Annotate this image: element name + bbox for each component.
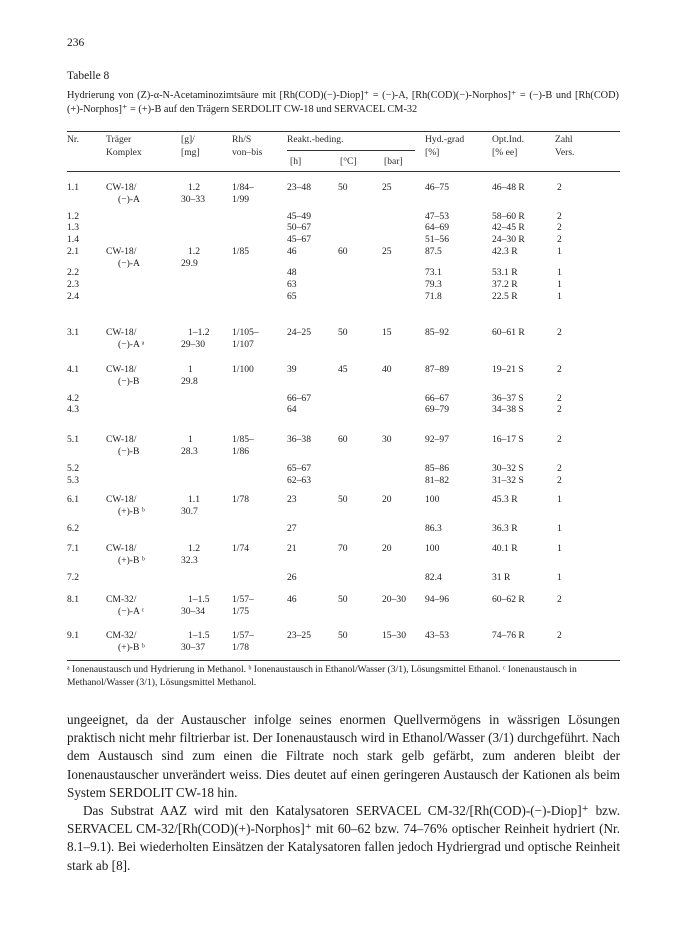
cell-nr: 1.3	[67, 222, 79, 233]
cell-h: 45–49	[287, 211, 311, 222]
cell-h: 48	[287, 267, 297, 278]
header-opt: Opt.Ind.	[492, 134, 524, 145]
cell-tr2: (−)-B	[118, 376, 140, 387]
cell-rh1: 1/85–	[232, 434, 254, 445]
header-komplex: Komplex	[106, 147, 142, 158]
cell-tr2: (−)-A ᵃ	[118, 339, 145, 350]
cell-g1: 1.2	[188, 246, 200, 257]
cell-g2: 29.8	[181, 376, 198, 387]
header-von-bis: von–bis	[232, 147, 263, 158]
cell-hyd: 86.3	[425, 523, 442, 534]
cell-g1: 1.1	[188, 494, 200, 505]
cell-h: 65–67	[287, 463, 311, 474]
cell-h: 21	[287, 543, 297, 554]
cell-opt: 34–38 S	[492, 404, 524, 415]
table-caption: Hydrierung von (Z)-α-N-Acetaminozimtsäure mit [Rh(COD)(−)-Diop]⁺ = (−)-A, [Rh(COD)(−)-Norphos]⁺ = (−)-B und [Rh(COD)(+)-Norphos]⁺ = (+)-B auf den Trägern SERDOLIT CW-18 und SERVACEL CM-32	[67, 90, 619, 115]
cell-c: 60	[338, 434, 348, 445]
header-h: [h]	[290, 156, 302, 167]
cell-hyd: 79.3	[425, 279, 442, 290]
cell-rh1: 1/57–	[232, 630, 254, 641]
cell-h: 64	[287, 404, 297, 415]
cell-nr: 1.4	[67, 234, 79, 245]
cell-tr1: CW-18/	[106, 364, 137, 375]
cell-tr2: (+)-B ᵇ	[118, 555, 145, 566]
cell-hyd: 64–69	[425, 222, 449, 233]
cell-opt: 36–37 S	[492, 393, 524, 404]
cell-g2: 30–33	[181, 194, 205, 205]
cell-tr1: CW-18/	[106, 182, 137, 193]
cell-bar: 15–30	[382, 630, 406, 641]
cell-zahl: 2	[557, 182, 562, 193]
header-g: [g]/	[181, 134, 195, 145]
cell-hyd: 82.4	[425, 572, 442, 583]
cell-rh1: 1/85	[232, 246, 250, 257]
cell-nr: 7.2	[67, 572, 79, 583]
cell-hyd: 46–75	[425, 182, 449, 193]
cell-tr1: CW-18/	[106, 327, 137, 338]
header-mg: [mg]	[181, 147, 200, 158]
cell-h: 24–25	[287, 327, 311, 338]
cell-nr: 5.2	[67, 463, 79, 474]
cell-g2: 30–37	[181, 642, 205, 653]
cell-tr2: (+)-B ᵇ	[118, 642, 145, 653]
cell-hyd: 43–53	[425, 630, 449, 641]
body-paragraph: Das Substrat AAZ wird mit den Katalysatoren SERVACEL CM-32/[Rh(COD)-(−)-Diop]⁺ bzw. SERVACEL CM-32/[Rh(COD)(+)-Norphos]⁺ mit 60–62 bzw. 74–76% optischer Reinheit hydriert (Nr. 8.1–9.1). Bei wiederholten Einsätzen der Katalysatoren fallen jedoch Hydriergrad und optische Reinheit stark ab [8].	[67, 803, 620, 873]
cell-opt: 74–76 R	[492, 630, 525, 641]
header-bottom-rule	[67, 171, 620, 172]
cell-bar: 20	[382, 543, 392, 554]
cell-h: 39	[287, 364, 297, 375]
cell-bar: 20	[382, 494, 392, 505]
cell-zahl: 1	[557, 246, 562, 257]
cell-opt: 60–61 R	[492, 327, 525, 338]
cell-rh2: 1/99	[232, 194, 250, 205]
cell-hyd: 85–92	[425, 327, 449, 338]
header-hyd-unit: [%]	[425, 147, 440, 158]
cell-rh2: 1/86	[232, 446, 250, 457]
cell-rh2: 1/75	[232, 606, 250, 617]
cell-tr2: (−)-A ᶜ	[118, 606, 145, 617]
cell-opt: 31 R	[492, 572, 511, 583]
cell-zahl: 2	[557, 393, 562, 404]
cell-opt: 24–30 R	[492, 234, 525, 245]
cell-zahl: 1	[557, 279, 562, 290]
cell-c: 45	[338, 364, 348, 375]
cell-zahl: 1	[557, 494, 562, 505]
cell-hyd: 66–67	[425, 393, 449, 404]
header-bar: [bar]	[384, 156, 403, 167]
cell-rh1: 1/105–	[232, 327, 259, 338]
cell-zahl: 2	[557, 594, 562, 605]
cell-zahl: 1	[557, 291, 562, 302]
cell-h: 46	[287, 594, 297, 605]
cell-c: 70	[338, 543, 348, 554]
cell-zahl: 2	[557, 211, 562, 222]
cell-zahl: 2	[557, 222, 562, 233]
cell-h: 36–38	[287, 434, 311, 445]
page-number: 236	[67, 37, 85, 49]
cell-opt: 16–17 S	[492, 434, 524, 445]
cell-g1: 1	[188, 364, 193, 375]
cell-opt: 60–62 R	[492, 594, 525, 605]
cell-opt: 42–45 R	[492, 222, 525, 233]
header-c: [°C]	[340, 156, 357, 167]
cell-hyd: 71.8	[425, 291, 442, 302]
cell-rh1: 1/100	[232, 364, 254, 375]
cell-bar: 15	[382, 327, 392, 338]
header-rhs: Rh/S	[232, 134, 252, 145]
cell-nr: 4.3	[67, 404, 79, 415]
cell-g2: 28.3	[181, 446, 198, 457]
header-reakt: Reakt.-beding.	[287, 134, 344, 145]
cell-hyd: 94–96	[425, 594, 449, 605]
cell-nr: 6.2	[67, 523, 79, 534]
cell-opt: 19–21 S	[492, 364, 524, 375]
cell-g1: 1.2	[188, 182, 200, 193]
cell-g2: 30.7	[181, 506, 198, 517]
cell-nr: 1.1	[67, 182, 79, 193]
cell-tr1: CM-32/	[106, 630, 137, 641]
cell-zahl: 2	[557, 404, 562, 415]
cell-nr: 3.1	[67, 327, 79, 338]
cell-hyd: 73.1	[425, 267, 442, 278]
cell-g2: 29.9	[181, 258, 198, 269]
cell-c: 50	[338, 630, 348, 641]
cell-g2: 30–34	[181, 606, 205, 617]
cell-g1: 1–1.5	[188, 594, 210, 605]
cell-nr: 2.1	[67, 246, 79, 257]
cell-h: 26	[287, 572, 297, 583]
table-title: Tabelle 8	[67, 70, 110, 82]
cell-tr1: CW-18/	[106, 246, 137, 257]
cell-zahl: 2	[557, 364, 562, 375]
cell-g1: 1.2	[188, 543, 200, 554]
cell-nr: 6.1	[67, 494, 79, 505]
cell-hyd: 51–56	[425, 234, 449, 245]
cell-tr1: CM-32/	[106, 594, 137, 605]
cell-nr: 7.1	[67, 543, 79, 554]
cell-zahl: 1	[557, 543, 562, 554]
header-sub-rule	[287, 150, 415, 151]
cell-h: 66–67	[287, 393, 311, 404]
cell-h: 50–67	[287, 222, 311, 233]
cell-h: 65	[287, 291, 297, 302]
cell-opt: 36.3 R	[492, 523, 518, 534]
cell-h: 27	[287, 523, 297, 534]
cell-hyd: 87–89	[425, 364, 449, 375]
cell-c: 60	[338, 246, 348, 257]
header-opt-unit: [% ee]	[492, 147, 518, 158]
header-hyd: Hyd.-grad	[425, 134, 465, 145]
cell-h: 46	[287, 246, 297, 257]
cell-h: 62–63	[287, 475, 311, 486]
table-footnotes: ᵃ Ionenaustausch und Hydrierung in Methanol. ᵇ Ionenaustausch in Ethanol/Wasser (3/1), Lösungsmittel Ethanol. ᶜ Ionenaustausch in Methanol/Wasser (3/1), Lösungsmittel Methanol.	[67, 664, 577, 688]
cell-c: 50	[338, 182, 348, 193]
cell-nr: 2.2	[67, 267, 79, 278]
cell-opt: 30–32 S	[492, 463, 524, 474]
cell-nr: 5.3	[67, 475, 79, 486]
cell-g1: 1	[188, 434, 193, 445]
cell-opt: 40.1 R	[492, 543, 518, 554]
cell-h: 23–48	[287, 182, 311, 193]
cell-g2: 29–30	[181, 339, 205, 350]
cell-nr: 8.1	[67, 594, 79, 605]
table-bottom-rule	[67, 660, 620, 661]
body-paragraph: ungeeignet, da der Austauscher infolge seines enormen Quellvermögens in wässrigen Lösungen praktisch nicht mehr filtrierbar ist. Der Ionenaustausch wird in Ethanol/Wasser (3/1) durchgeführt. Nach dem Austausch sind zum einen die Filtrate noch stark gelb gefärbt, zum anderen bleibt der Ionenaustauscher unverändert weiss. Dies deutet auf einen geringeren Austausch der Kationen als beim System SERDOLIT CW-18 hin.	[67, 712, 620, 800]
cell-bar: 40	[382, 364, 392, 375]
cell-rh1: 1/57–	[232, 594, 254, 605]
cell-bar: 25	[382, 182, 392, 193]
cell-nr: 5.1	[67, 434, 79, 445]
header-vers: Vers.	[555, 147, 575, 158]
cell-bar: 30	[382, 434, 392, 445]
header-zahl: Zahl	[555, 134, 573, 145]
cell-nr: 2.3	[67, 279, 79, 290]
cell-opt: 45.3 R	[492, 494, 518, 505]
cell-c: 50	[338, 494, 348, 505]
cell-zahl: 1	[557, 523, 562, 534]
cell-opt: 37.2 R	[492, 279, 518, 290]
cell-hyd: 92–97	[425, 434, 449, 445]
cell-zahl: 2	[557, 327, 562, 338]
cell-opt: 22.5 R	[492, 291, 518, 302]
cell-hyd: 47–53	[425, 211, 449, 222]
cell-hyd: 85–86	[425, 463, 449, 474]
cell-tr2: (−)-A	[118, 194, 140, 205]
cell-nr: 9.1	[67, 630, 79, 641]
body-text	[67, 711, 620, 875]
cell-opt: 58–60 R	[492, 211, 525, 222]
cell-hyd: 100	[425, 543, 440, 554]
cell-rh1: 1/74	[232, 543, 250, 554]
cell-h: 63	[287, 279, 297, 290]
cell-tr1: CW-18/	[106, 434, 137, 445]
cell-tr2: (−)-B	[118, 446, 140, 457]
cell-hyd: 100	[425, 494, 440, 505]
cell-tr2: (−)-A	[118, 258, 140, 269]
cell-zahl: 2	[557, 475, 562, 486]
cell-zahl: 2	[557, 234, 562, 245]
cell-zahl: 1	[557, 572, 562, 583]
cell-opt: 31–32 S	[492, 475, 524, 486]
cell-hyd: 81–82	[425, 475, 449, 486]
cell-zahl: 1	[557, 267, 562, 278]
cell-rh2: 1/107	[232, 339, 254, 350]
cell-nr: 4.2	[67, 393, 79, 404]
header-traeger: Träger	[106, 134, 132, 145]
cell-nr: 4.1	[67, 364, 79, 375]
cell-tr1: CW-18/	[106, 494, 137, 505]
cell-c: 50	[338, 327, 348, 338]
header-nr: Nr.	[67, 134, 79, 145]
cell-h: 23	[287, 494, 297, 505]
cell-hyd: 87.5	[425, 246, 442, 257]
cell-g1: 1–1.2	[188, 327, 210, 338]
cell-bar: 25	[382, 246, 392, 257]
cell-nr: 1.2	[67, 211, 79, 222]
cell-rh1: 1/84–	[232, 182, 254, 193]
cell-g2: 32.3	[181, 555, 198, 566]
table-top-rule	[67, 131, 620, 132]
cell-c: 50	[338, 594, 348, 605]
cell-g1: 1–1.5	[188, 630, 210, 641]
cell-rh2: 1/78	[232, 642, 250, 653]
cell-opt: 53.1 R	[492, 267, 518, 278]
cell-h: 23–25	[287, 630, 311, 641]
cell-zahl: 2	[557, 463, 562, 474]
cell-zahl: 2	[557, 434, 562, 445]
cell-opt: 42.3 R	[492, 246, 518, 257]
cell-tr2: (+)-B ᵇ	[118, 506, 145, 517]
cell-hyd: 69–79	[425, 404, 449, 415]
cell-tr1: CW-18/	[106, 543, 137, 554]
cell-bar: 20–30	[382, 594, 406, 605]
cell-zahl: 2	[557, 630, 562, 641]
cell-nr: 2.4	[67, 291, 79, 302]
cell-opt: 46–48 R	[492, 182, 525, 193]
cell-h: 45–67	[287, 234, 311, 245]
cell-rh1: 1/78	[232, 494, 250, 505]
